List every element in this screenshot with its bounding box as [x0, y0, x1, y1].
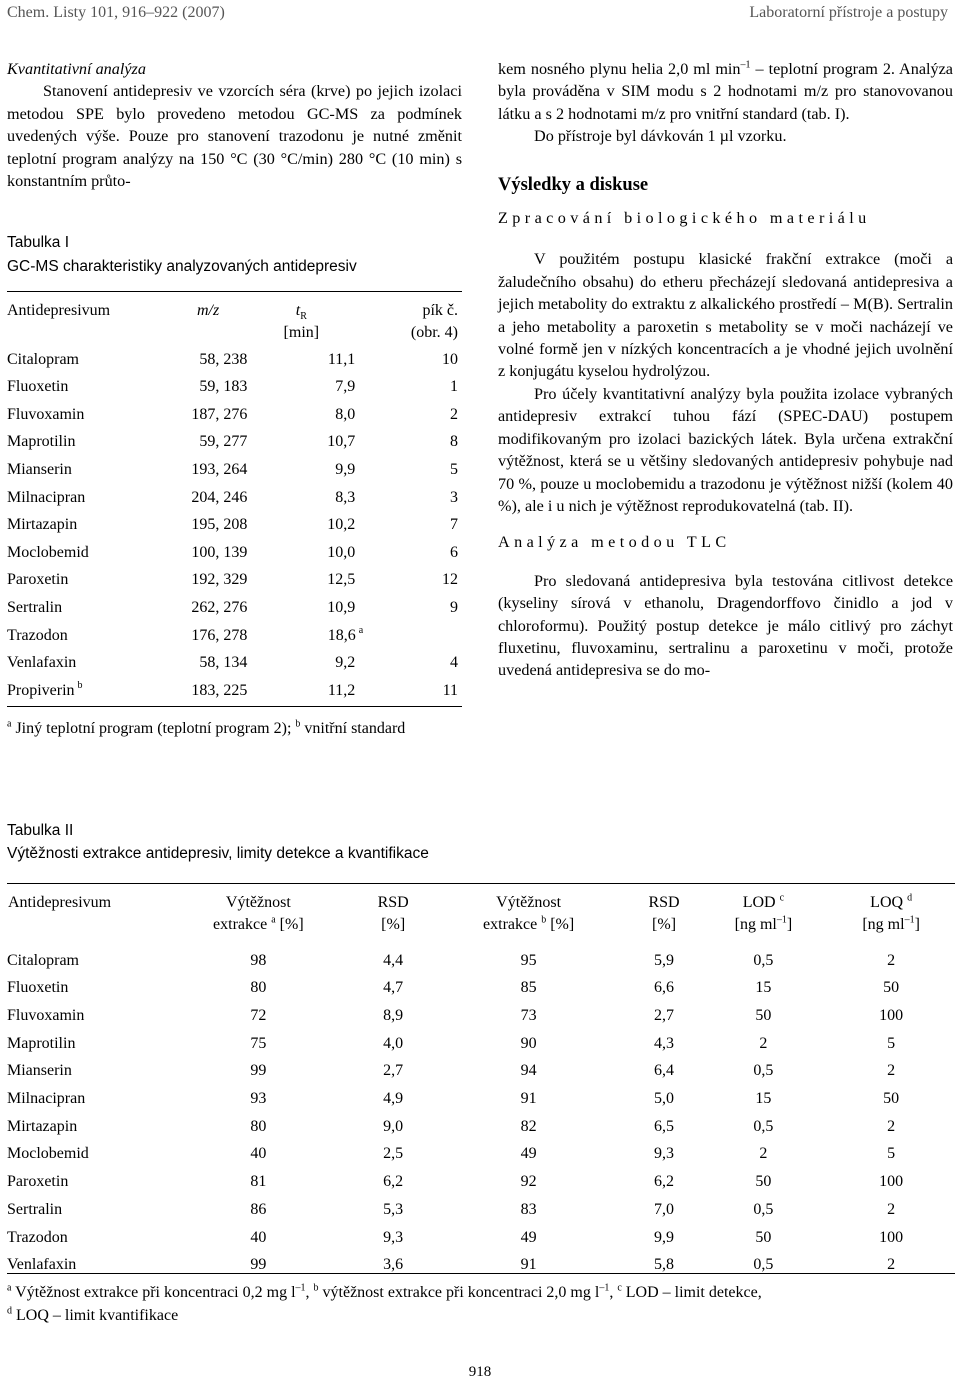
table2-cell-rsd-b: 5,8 — [654, 1256, 675, 1274]
table2-cell-lod: 50 — [755, 1173, 772, 1191]
table1-footnote: $^a$ Jiný teplotní program (teplotní program 2); $^b$ vnitřní standard — [7, 718, 406, 737]
table1-cell-name: Moclobemid — [7, 543, 89, 561]
table1-cell-name: Fluoxetin — [7, 378, 69, 396]
table2-cell-yield-a: 86 — [250, 1200, 267, 1218]
table2-cell-yield-b: 83 — [520, 1200, 537, 1218]
table2-cell-name: Citalopram — [7, 951, 79, 969]
table2-cell-yield-a: 99 — [250, 1256, 267, 1274]
table1-cell-tr: 8,3 — [335, 488, 356, 506]
table2-cell-lod: 0,5 — [753, 1256, 774, 1274]
table2-header-rsd-a: RSD [%] — [377, 894, 409, 933]
table1-header-mz: m/z — [196, 302, 220, 319]
table1-cell-peak: 5 — [450, 460, 458, 478]
table1-cell-peak: 10 — [442, 350, 458, 368]
table2-cell-yield-b: 49 — [520, 1228, 537, 1246]
table1-row — [7, 650, 462, 678]
table2-row — [7, 947, 955, 975]
table1-cell-name: Paroxetin — [7, 571, 69, 589]
table2-cell-loq: 2 — [887, 1117, 896, 1135]
table1-cell-mz: 58, 134 — [199, 654, 248, 672]
table1-row — [7, 484, 462, 512]
table2-cell-yield-a: 40 — [250, 1145, 267, 1163]
table2-row — [7, 1169, 955, 1197]
table2-cell-rsd-a: 2,5 — [383, 1145, 404, 1163]
table2-cell-loq: 100 — [879, 1228, 904, 1246]
table1-cell-name: Sertralin — [7, 598, 63, 616]
table1-row — [7, 512, 462, 540]
table2-cell-yield-a: 72 — [250, 1007, 267, 1025]
table2-cell-lod: 15 — [755, 1090, 772, 1108]
table1-cell-mz: 100, 139 — [191, 543, 248, 561]
table2-cell-loq: 2 — [887, 1256, 896, 1274]
paragraph-quantitative: Stanovení antidepresiv ve vzorcích séra (krve) po jejich izolaci metodou SPE bylo provedeno metodou GC-MS za podmínek uvedených výše. Pouze pro stanovení trazodonu je nutné změnit teplotní program analýzy na 150 °C (30 °C/min) 280 °C (10 min) s konstantním průto- — [7, 82, 462, 191]
table2-cell-name: Paroxetin — [7, 1173, 69, 1191]
table1-cell-peak: 9 — [450, 598, 458, 616]
table2-cell-rsd-a: 3,6 — [383, 1256, 404, 1274]
table2-cell-yield-b: 94 — [520, 1062, 537, 1080]
table2-cell-rsd-b: 2,7 — [654, 1007, 675, 1025]
table2-cell-yield-a: 80 — [250, 1117, 267, 1135]
table2-cell-lod: 0,5 — [753, 1062, 774, 1080]
table2-bottom-rule — [7, 1273, 955, 1274]
table1-header-tr: $t_R$ [min] — [283, 302, 320, 342]
table1-cell-tr: 10,0 — [327, 543, 356, 561]
table2-cell-rsd-b: 9,9 — [654, 1228, 675, 1246]
table2-cell-yield-b: 85 — [520, 979, 537, 997]
table1-cell-tr: 9,2 — [335, 654, 356, 672]
table2-cell-loq: 5 — [887, 1034, 896, 1052]
table2-cell-loq: 50 — [883, 1090, 900, 1108]
table2-cell-rsd-a: 5,3 — [383, 1200, 404, 1218]
table2-cell-rsd-b: 5,0 — [654, 1090, 675, 1108]
table2-cell-lod: 0,5 — [753, 1117, 774, 1135]
table2-cell-rsd-b: 5,9 — [654, 951, 675, 969]
table1-header-peak: pík č. (obr. 4) — [410, 302, 458, 342]
table2-label: Tabulka II — [7, 822, 74, 839]
table1-cell-tr: 7,9 — [335, 378, 356, 396]
table2-cell-rsd-b: 9,3 — [654, 1145, 675, 1163]
table1-cell-tr: 11,2 — [327, 681, 356, 699]
table2-cell-rsd-b: 6,2 — [654, 1173, 675, 1191]
paragraph-gc-conditions: kem nosného plynu helia 2,0 ml $\min^{-1}$ – teplotní program 2. Analýza byla prováděna v SIM modu s 2 hodnotami m/z pro stanovovanou látku a s 2 hodnotami m/z pro vnitřní standard (tab. I). — [498, 59, 953, 123]
table1-cell-tr: 18,6 $^a$ — [327, 625, 364, 644]
table2-row — [7, 1113, 955, 1141]
table1-row — [7, 429, 462, 457]
table1-cell-tr: 10,7 — [327, 433, 356, 451]
table2-cell-name: Mirtazapin — [7, 1117, 78, 1135]
table2-cell-loq: 5 — [887, 1145, 896, 1163]
table1-cell-name: Trazodon — [7, 626, 68, 644]
table2-cell-rsd-b: 7,0 — [654, 1200, 675, 1218]
table2-cell-yield-a: 80 — [250, 979, 267, 997]
table1-row — [7, 456, 462, 484]
table2-row — [7, 1252, 955, 1280]
table2-header-rsd-b: RSD [%] — [648, 894, 680, 933]
table1-cell-name: Maprotilin — [7, 433, 76, 451]
table1 — [7, 292, 462, 705]
table1-row — [7, 622, 462, 650]
table1-cell-name: Citalopram — [7, 350, 79, 368]
table2-cell-yield-b: 91 — [520, 1090, 537, 1108]
table1-cell-tr: 10,9 — [327, 598, 356, 616]
table2-cell-yield-a: 98 — [250, 951, 267, 969]
table1-cell-name: Milnacipran — [7, 488, 86, 506]
table1-cell-peak: 1 — [450, 378, 458, 396]
table2-caption: Výtěžnosti extrakce antidepresiv, limity detekce a kvantifikace — [7, 845, 429, 862]
table1-row — [7, 374, 462, 402]
table1-cell-mz: 204, 246 — [191, 488, 248, 506]
table2-row — [7, 1141, 955, 1169]
table2-cell-name: Moclobemid — [7, 1145, 89, 1163]
page-number: 918 — [468, 1364, 492, 1380]
table2-cell-loq: 100 — [879, 1173, 904, 1191]
table2-cell-name: Maprotilin — [7, 1034, 76, 1052]
table2-cell-rsd-a: 4,9 — [383, 1090, 404, 1108]
table2-cell-rsd-a: 9,3 — [383, 1228, 404, 1246]
section-header: Laboratorní přístroje a postupy — [749, 4, 948, 21]
table1-cell-mz: 176, 278 — [191, 626, 248, 644]
table2-cell-loq: 50 — [883, 979, 900, 997]
table2-header-yield-a: Výtěžnost extrakce $^a$ [%] — [213, 894, 304, 933]
table2-row — [7, 1085, 955, 1113]
table2-cell-yield-b: 82 — [520, 1117, 537, 1135]
paragraph-spe: Pro účely kvantitativní analýzy byla použita izolace vybraných antidepresiv extrakcí tuhou fází (SPEC-DAU) postupem modifikovaným pro izolaci bazických látek. Byla určena extrakční výtěžnost, která se u většiny sledovaných antidepresiv pohybuje nad 70 %, pouze u moclobemidu a trazodonu je výtěžnost nižší (kolem 40 %), ale i u nich je výtěžnost reprodukovatelná (tab. II). — [498, 384, 953, 515]
table2-cell-name: Fluvoxamin — [7, 1007, 85, 1025]
table2-cell-yield-b: 95 — [520, 951, 537, 969]
table2-cell-yield-b: 73 — [520, 1007, 537, 1025]
table1-cell-mz: 187, 276 — [191, 405, 248, 423]
table1-row — [7, 539, 462, 567]
table2-cell-rsd-a: 2,7 — [383, 1062, 404, 1080]
paragraph-injection: Do přístroje byl dávkován 1 µl vzorku. — [534, 127, 787, 146]
table1-row — [7, 401, 462, 429]
table2-cell-yield-b: 49 — [520, 1145, 537, 1163]
table2-cell-rsd-a: 4,4 — [383, 951, 404, 969]
table1-header-antidepressant: Antidepresivum — [7, 302, 111, 319]
table2-cell-rsd-a: 4,7 — [383, 979, 404, 997]
table1-cell-name: Mianserin — [7, 460, 72, 478]
table1-cell-peak: 7 — [450, 516, 458, 534]
table2-cell-lod: 50 — [755, 1228, 772, 1246]
journal-header: Chem. Listy 101, 916–922 (2007) — [7, 4, 225, 21]
subtitle-quantitative: Kvantitativní analýza — [7, 60, 146, 78]
table1-cell-mz: 262, 276 — [191, 598, 248, 616]
table1-row — [7, 594, 462, 622]
table2-cell-name: Fluoxetin — [7, 979, 69, 997]
table2-cell-rsd-a: 8,9 — [383, 1007, 404, 1025]
table2-header-yield-b: Výtěžnost extrakce $^b$ [%] — [483, 894, 575, 933]
table1-cell-name: Propiverin $^b$ — [7, 680, 83, 699]
table1-bottom-rule — [7, 706, 462, 707]
table2-cell-lod: 15 — [755, 979, 772, 997]
table1-caption: GC-MS charakteristiky analyzovaných antidepresiv — [7, 258, 357, 275]
table1-cell-peak: 11 — [442, 681, 458, 699]
table1-cell-tr: 10,2 — [327, 516, 356, 534]
table2-row — [7, 1058, 955, 1086]
table2-cell-lod: 2 — [759, 1145, 768, 1163]
table1-cell-mz: 59, 183 — [199, 378, 248, 396]
table2 — [7, 884, 955, 1279]
table2-cell-lod: 0,5 — [753, 951, 774, 969]
table1-row — [7, 346, 462, 374]
table1-cell-mz: 192, 329 — [191, 571, 248, 589]
subsection-biological-material: Zpracování biologického materiálu — [498, 209, 871, 228]
table1-cell-name: Venlafaxin — [7, 654, 77, 672]
table1-cell-tr: 12,5 — [327, 571, 356, 589]
left-column — [7, 58, 462, 192]
table2-header-loq: LOQ $^d$ [ng $ml^{-1}$] — [862, 892, 920, 933]
table1-cell-peak: 4 — [450, 654, 458, 672]
table2-cell-yield-b: 92 — [520, 1173, 537, 1191]
table1-row — [7, 567, 462, 595]
right-column — [498, 58, 953, 682]
table1-cell-mz: 195, 208 — [191, 516, 248, 534]
table2-cell-yield-b: 91 — [520, 1256, 537, 1274]
table1-cell-peak: 3 — [450, 488, 458, 506]
subsection-tlc: Analýza metodou TLC — [498, 533, 731, 552]
table2-cell-name: Milnacipran — [7, 1090, 86, 1108]
table2-cell-rsd-b: 6,6 — [654, 979, 675, 997]
table2-cell-rsd-a: 6,2 — [383, 1173, 404, 1191]
table1-cell-peak — [355, 622, 462, 650]
table1-cell-peak: 6 — [450, 543, 458, 561]
table2-cell-yield-a: 99 — [250, 1062, 267, 1080]
table2-row — [7, 1002, 955, 1030]
table2-cell-yield-b: 90 — [520, 1034, 537, 1052]
table2-cell-loq: 100 — [879, 1007, 904, 1025]
table2-cell-rsd-b: 6,4 — [654, 1062, 675, 1080]
table2-row — [7, 1196, 955, 1224]
table2-cell-name: Mianserin — [7, 1062, 72, 1080]
section-title-results: Výsledky a diskuse — [498, 174, 649, 195]
table1-cell-mz: 183, 225 — [191, 681, 248, 699]
table2-cell-name: Trazodon — [7, 1228, 68, 1246]
table1-cell-mz: 58, 238 — [199, 350, 248, 368]
paragraph-tlc: Pro sledovaná antidepresiva byla testována citlivost detekce (kyseliny sírová v ethanolu, Dragendorffovo činidlo a jod v chloroformu). Použitý postup detekce je málo citlivý pro záchyt fluxetinu, fluvoxaminu, sertralinu a paroxetinu v moči, protože uvedená antidepresiva se do mo- — [498, 571, 953, 680]
table2-row — [7, 1224, 955, 1252]
table2-footnote: $^a$ Výtěžnost extrakce při koncentraci 0,2 mg $l^{-1}$, $^b$ výtěžnost extrakce při koncentraci 2,0 mg $l^{-1}$, $^c$ LOD – limit detekce, $^d$ LOQ – limit kvantifikace — [7, 1282, 762, 1324]
table1-cell-name: Mirtazapin — [7, 516, 78, 534]
table2-cell-lod: 2 — [759, 1034, 768, 1052]
table1-cell-name: Fluvoxamin — [7, 405, 85, 423]
table1-cell-peak: 2 — [450, 405, 458, 423]
table2-cell-lod: 0,5 — [753, 1200, 774, 1218]
table2-cell-loq: 2 — [887, 1200, 896, 1218]
table1-cell-tr: 11,1 — [327, 350, 356, 368]
table2-cell-lod: 50 — [755, 1007, 772, 1025]
table1-cell-peak: 12 — [442, 571, 458, 589]
table2-cell-rsd-a: 9,0 — [383, 1117, 404, 1135]
table2-cell-loq: 2 — [887, 951, 896, 969]
table2-cell-yield-a: 40 — [250, 1228, 267, 1246]
table1-cell-mz: 59, 277 — [199, 433, 248, 451]
table2-cell-rsd-b: 6,5 — [654, 1117, 675, 1135]
table2-header-lod: LOD $^c$ [ng $ml^{-1}$] — [734, 892, 793, 933]
table1-cell-tr: 8,0 — [335, 405, 356, 423]
table1-row — [7, 677, 462, 705]
table2-cell-name: Sertralin — [7, 1200, 63, 1218]
table2-header-antidepressant: Antidepresivum — [8, 894, 112, 911]
table2-cell-rsd-b: 4,3 — [654, 1034, 675, 1052]
table2-cell-loq: 2 — [887, 1062, 896, 1080]
table1-cell-mz: 193, 264 — [191, 460, 248, 478]
table1-label: Tabulka I — [7, 234, 70, 251]
table2-cell-rsd-a: 4,0 — [383, 1034, 404, 1052]
table2-row — [7, 975, 955, 1003]
table2-cell-yield-a: 75 — [250, 1034, 267, 1052]
paragraph-extraction: V použitém postupu klasické frakční extrakce (moči a žaludečního obsahu) do etheru přecházejí sledovaná antidepresiva a jejich metabolity do extraktu z alkalického prostředí – M(B). Sertralin a jeho metabolity a paroxetin s metabolity se v moči nacházejí ve volné formě jen v nízkých koncentracích a je vhodné jejich uvolnění z konjugátu kyselou hydrolýzou. — [498, 250, 953, 381]
table2-cell-name: Venlafaxin — [7, 1256, 77, 1274]
table1-cell-peak: 8 — [450, 433, 458, 451]
table2-cell-yield-a: 81 — [250, 1173, 267, 1191]
table1-cell-tr: 9,9 — [335, 460, 356, 478]
table2-cell-yield-a: 93 — [250, 1090, 267, 1108]
table2-row — [7, 1030, 955, 1058]
